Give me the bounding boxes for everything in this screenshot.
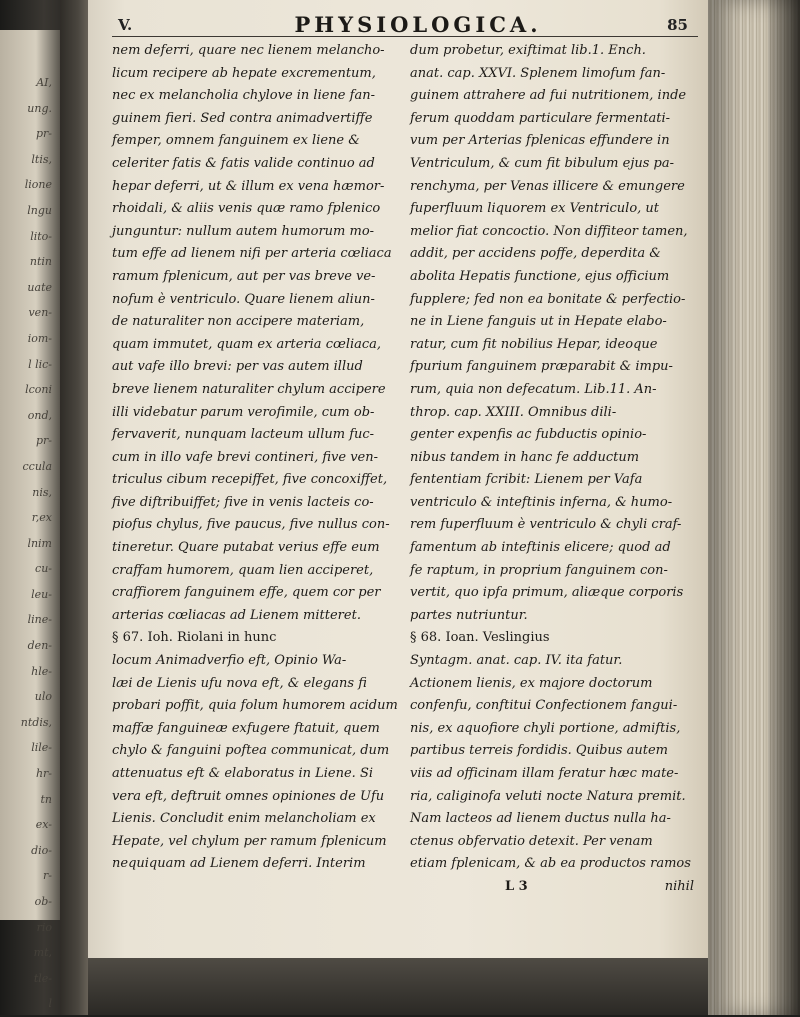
previous-page-fragment: ven- bbox=[28, 306, 52, 320]
running-header bbox=[112, 6, 698, 37]
text-line: ratur, cum fit nobilius Hepar, ideoque bbox=[410, 336, 658, 352]
text-line: Ventriculum, & cum fit bibulum ejus pa- bbox=[410, 155, 675, 171]
text-line: attenuatus eft & elaboratus in Liene. Si bbox=[112, 766, 374, 781]
previous-page-fragment: ntdis, bbox=[20, 715, 52, 729]
previous-page-fragment: ex- bbox=[35, 818, 52, 832]
previous-page-fragment: leu- bbox=[31, 587, 52, 601]
text-line: fpurium fanguinem præparabit & impu- bbox=[410, 359, 673, 375]
text-line: rem fuperfluum è ventriculo & chyli craf- bbox=[410, 517, 682, 533]
text-line: fupplere; fed non ea bonitate & perfectio- bbox=[410, 291, 686, 307]
previous-page-fragment: line- bbox=[27, 613, 52, 627]
previous-page-fragment: tle- bbox=[33, 971, 52, 985]
text-line: nequiquam ad Lienem deferri. Interim bbox=[112, 856, 366, 872]
text-line: nibus tandem in hanc fe adductum bbox=[410, 449, 640, 465]
text-line: chylo & fanguini poftea communicat, dum bbox=[112, 743, 390, 759]
signature-mark: L 3 bbox=[505, 878, 528, 894]
text-line: ne in Liene fanguis ut in Hepate elabo- bbox=[410, 314, 667, 330]
previous-page-fragment: uate bbox=[27, 280, 52, 294]
book-gutter bbox=[60, 0, 90, 1015]
text-line: renchyma, per Venas illicere & emungere bbox=[410, 178, 685, 194]
text-line: ventriculo & inteftinis infernа, & humo- bbox=[410, 494, 673, 510]
text-line: de naturaliter non accipere materiam, bbox=[112, 314, 365, 330]
previous-page-fragment: ltis, bbox=[31, 152, 52, 166]
text-line: throp. cap. XXIII. Omnibus dili- bbox=[410, 404, 617, 420]
text-line: ria, caliginofa veluti nocte Natura premit. bbox=[410, 788, 686, 804]
previous-page-fragment: lile- bbox=[31, 741, 52, 755]
text-line: abolita Hepatis functione, ejus officium bbox=[410, 268, 670, 284]
text-line: triculus cibum recepiffet, five concoxiffet, bbox=[112, 472, 388, 488]
text-line: maffæ fanguineæ exfugere ftatuit, quem bbox=[112, 720, 380, 736]
text-line: vum per Arterias fplenicas effundere in bbox=[410, 133, 670, 149]
previous-page-fragment: den- bbox=[27, 639, 52, 653]
right-shadow bbox=[768, 0, 800, 1015]
previous-page-fragment: lconi bbox=[25, 383, 52, 397]
text-line: fervaverit, nunquam lacteum ullum fuc- bbox=[112, 427, 375, 443]
text-line: celeriter fatis & fatis valide continuo ad bbox=[112, 155, 375, 171]
previous-page-fragment: ung. bbox=[27, 101, 52, 115]
text-line: fententiam fcribit: Lienem per Vafa bbox=[410, 472, 643, 488]
previous-page-fragment: r- bbox=[43, 869, 52, 883]
text-line: confenfu, conftitui Confectionem fangui- bbox=[410, 698, 678, 714]
text-line: tineretur. Quare putabat verius effe eum bbox=[112, 540, 380, 556]
text-line: rhoidali, & aliis venis quæ ramo fplenico bbox=[112, 201, 381, 217]
text-line: viis ad officinam illam feratur hæc mate- bbox=[410, 766, 679, 781]
text-line: melior fiat concoctio. Non diffiteor tamen, bbox=[410, 223, 688, 239]
previous-page-fragment: hle- bbox=[31, 664, 52, 678]
text-line: famentum ab inteftinis elicere; quod ad bbox=[410, 540, 671, 556]
text-line: probari poffit, quia folum humorem acidum bbox=[112, 698, 398, 714]
section-mark: V. bbox=[118, 16, 133, 34]
text-line: partes nutriuntur. bbox=[410, 607, 528, 623]
text-line: vera eft, deftruit omnes opiniones de Ufu bbox=[112, 788, 385, 804]
previous-page-fragment: AI, bbox=[36, 76, 52, 89]
text-line: guinem fieri. Sed contra animadvertiffe bbox=[112, 110, 373, 126]
text-line: nofum è ventriculo. Quare lienem aliun- bbox=[112, 291, 375, 307]
text-column-left bbox=[112, 40, 398, 960]
text-line: Syntagm. anat. cap. IV. ita fatur. bbox=[410, 653, 623, 669]
previous-page-fragment: ob- bbox=[34, 895, 52, 908]
text-line: nec ex melancholia chylove in liene fan- bbox=[112, 88, 375, 104]
text-line: five diftribuiffet; five in venis lacteis co- bbox=[112, 494, 374, 510]
text-line: ferum quoddam particulare fermentati- bbox=[410, 110, 671, 126]
text-line: fuperfluum liquorem ex Ventriculo, ut bbox=[410, 201, 660, 217]
previous-page-fragment: l bbox=[48, 997, 52, 1011]
text-line: § 68. Ioan. Veslingius bbox=[410, 630, 550, 646]
previous-page-fragment: r,ex bbox=[31, 511, 52, 525]
previous-page-fragment: dio- bbox=[31, 843, 52, 857]
text-line: Actionem lienis, ex majore doctorum bbox=[410, 675, 653, 691]
previous-page-fragment: lngu bbox=[27, 203, 52, 217]
previous-page-fragment: ccula bbox=[22, 459, 52, 473]
text-line: craffam humorem, quam lien acciperet, bbox=[112, 562, 374, 578]
text-line: ramum fplenicum, aut per vas breve ve- bbox=[112, 268, 376, 284]
text-line: guinem attrahere ad fui nutritionem, inde bbox=[410, 88, 687, 104]
text-line: arterias cœliacas ad Lienem mitteret. bbox=[112, 607, 361, 623]
previous-page-fragment: pr- bbox=[35, 127, 52, 141]
text-line: fe raptum, in proprium fanguinem con- bbox=[410, 562, 668, 578]
previous-page-fragment: mt, bbox=[33, 946, 52, 960]
page-number: 85 bbox=[667, 16, 688, 34]
text-line: breve lienem naturaliter chylum accipere bbox=[112, 381, 386, 397]
previous-page-fragment: rio bbox=[36, 920, 52, 934]
previous-page-fragment: ulo bbox=[34, 690, 52, 704]
text-line: § 67. Ioh. Riolani in hunc bbox=[112, 630, 277, 646]
previous-page-text bbox=[0, 70, 58, 1011]
text-line: craffiorem fanguinem effe, quem cor per bbox=[112, 585, 381, 601]
page-bottom-shadow bbox=[88, 958, 708, 1015]
text-line: etiam fplenicam, & ab ea productos ramos bbox=[410, 856, 691, 872]
text-line: nis, ex aquofiore chyli portione, admiftis, bbox=[410, 720, 681, 736]
previous-page-fragment: ond, bbox=[27, 408, 52, 422]
previous-page-fragment: lione bbox=[24, 178, 52, 192]
text-line: genter expenfis ac fubductis opinio- bbox=[410, 427, 647, 443]
running-title: PHYSIOLOGICA. bbox=[294, 12, 542, 37]
previous-page-fragment: pr- bbox=[35, 434, 52, 448]
page-footer bbox=[410, 876, 702, 898]
text-line: partibus terreis fordidis. Quibus autem bbox=[410, 743, 668, 759]
previous-page-fragment: nis, bbox=[32, 485, 52, 499]
text-line: dum probetur, exiftimat lib.1. Ench. bbox=[410, 43, 646, 58]
text-line: nem deferri, quare nec lienem melancho- bbox=[112, 43, 385, 58]
text-line: Hepate, vel chylum per ramum fplenicum bbox=[112, 833, 387, 849]
text-line: locum Animadverfio eft, Opinio Wa- bbox=[112, 653, 347, 669]
previous-page-fragment: cu- bbox=[35, 562, 52, 576]
text-line: rum, quia non defecatum. Lib.11. An- bbox=[410, 381, 657, 397]
previous-page-fragment: ntin bbox=[29, 255, 52, 269]
previous-page-fragment: tn bbox=[40, 792, 52, 806]
text-line: hepar deferri, ut & illum ex vena hæmor- bbox=[112, 178, 385, 194]
text-line: Lienis. Concludit enim melancholiam ex bbox=[112, 811, 376, 827]
text-line: Nam lacteos ad lienem ductus nulla ha- bbox=[410, 811, 671, 827]
catchword: nihil bbox=[664, 878, 694, 894]
text-line: anat. cap. XXVI. Splenem limofum fan- bbox=[410, 65, 666, 81]
previous-page-fragment: hr- bbox=[35, 767, 52, 781]
text-line: vertit, quo ipfa primum, aliæque corporis bbox=[410, 585, 684, 601]
previous-page-fragment: l lic- bbox=[28, 357, 52, 371]
previous-page-fragment: lnim bbox=[27, 536, 52, 550]
text-line: cum in illo vafe brevi contineri, five ven- bbox=[112, 449, 379, 465]
text-line: quam immutet, quam ex arteria cœliaca, bbox=[112, 336, 382, 352]
text-line: piofus chylus, five paucus, five nullus con- bbox=[112, 517, 390, 533]
text-line: femper, omnem fanguinem ex liene & bbox=[112, 133, 360, 149]
text-line: ctenus obfervatio detexit. Per venam bbox=[410, 833, 653, 849]
previous-page-edge bbox=[0, 30, 60, 1011]
text-line: læi de Lienis ufu nova eft, & elegans fi bbox=[112, 675, 367, 691]
text-line: tum effe ad lienem nifi per arteria cœliaca bbox=[112, 246, 392, 262]
previous-page-fragment: iom- bbox=[27, 331, 52, 345]
previous-page-fragment: lito- bbox=[30, 229, 52, 243]
text-line: junguntur: nullum autem humorum mo- bbox=[112, 223, 375, 239]
text-column-right bbox=[410, 40, 702, 960]
text-line: licum recipere ab hepate excrementum, bbox=[112, 65, 376, 81]
text-line: aut vafe illo brevi: per vas autem illud bbox=[112, 359, 363, 375]
text-line: addit, per accidens poffe, deperdita & bbox=[410, 246, 661, 262]
text-line: illi videbatur parum verofimile, cum ob- bbox=[112, 404, 375, 420]
